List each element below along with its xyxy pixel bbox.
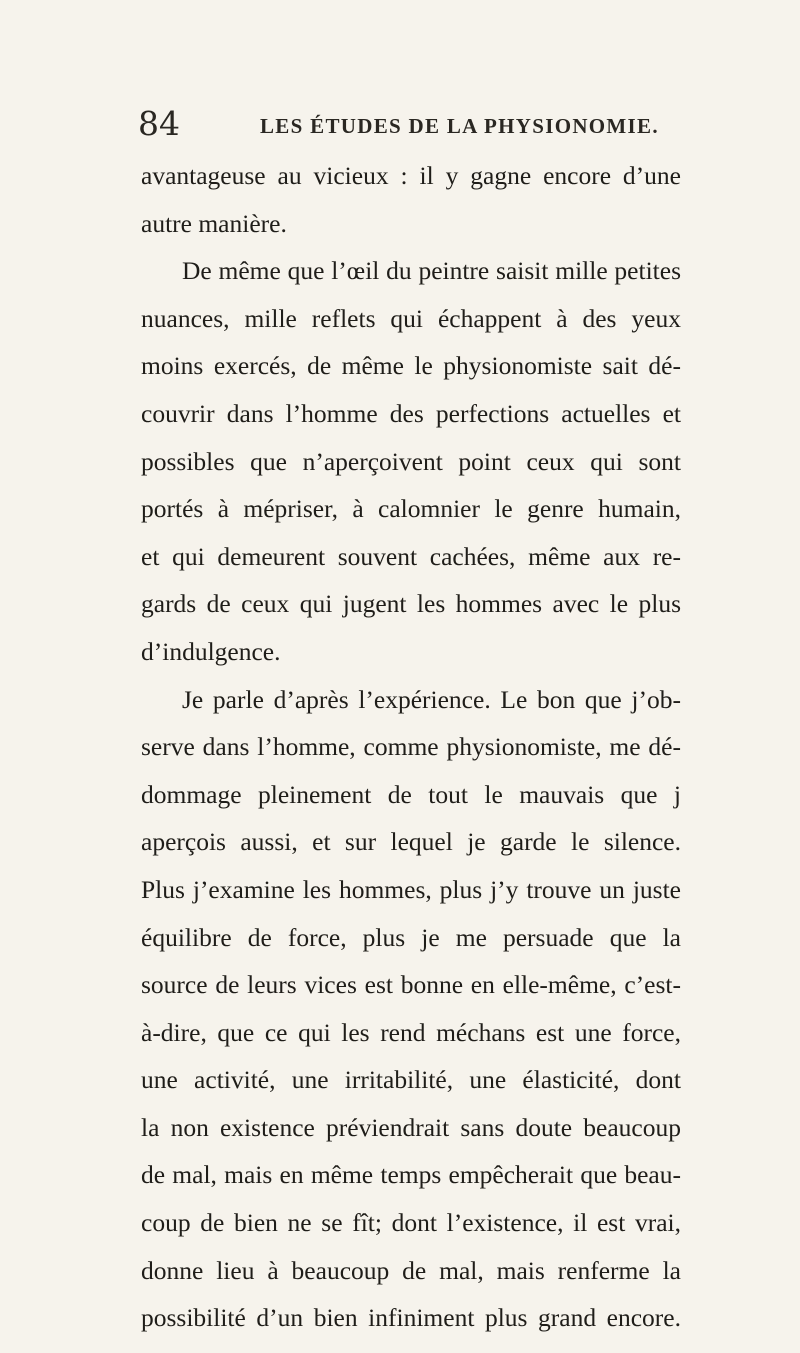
- text-line: d’indulgence.: [141, 636, 281, 666]
- text-line: nuances, mille reflets qui échappent à des yeux: [141, 303, 681, 333]
- text-line: source de leurs vices est bonne en elle-même, c’est-: [141, 970, 681, 1000]
- text-line: moins exercés, de même le physionomiste sait dé-: [141, 351, 681, 381]
- text-line: autre manière.: [141, 208, 287, 238]
- running-head: [128, 104, 688, 150]
- text-line: coup de bien ne se fît; dont l’existence, il est vrai,: [141, 1208, 681, 1238]
- body-text: [141, 152, 681, 1342]
- text-line: à-dire, que ce qui les rend méchans est une force,: [141, 1017, 681, 1047]
- text-line: de mal, mais en même temps empêcherait que beau-: [141, 1160, 681, 1190]
- text-line: couvrir dans l’homme des perfections actuelles et: [141, 398, 681, 428]
- text-line: dommage pleinement de tout le mauvais que j: [141, 779, 681, 809]
- text-line: Plus j’examine les hommes, plus j’y trouve un juste: [141, 874, 681, 904]
- text-line: avantageuse au vicieux : il y gagne encore d’une: [141, 161, 681, 190]
- text-line: équilibre de force, plus je me persuade que la: [141, 922, 681, 952]
- text-line: une activité, une irritabilité, une élasticité, dont: [141, 1065, 681, 1095]
- text-line: donne lieu à beaucoup de mal, mais renferme la: [141, 1255, 681, 1285]
- text-line: Je parle d’après l’expérience. Le bon que j’ob-: [182, 684, 681, 714]
- page-number: 84: [138, 104, 180, 143]
- text-line: possibilité d’un bien infiniment plus grand encore.: [141, 1303, 681, 1333]
- text-line: De même que l’œil du peintre saisit mille petites: [182, 256, 681, 286]
- text-line: aperçois aussi, et sur lequel je garde le silence.: [141, 827, 681, 857]
- text-line: serve dans l’homme, comme physionomiste, me dé-: [141, 732, 681, 762]
- text-line: possibles que n’aperçoivent point ceux qui sont: [141, 446, 681, 476]
- running-title: LES ÉTUDES DE LA PHYSIONOMIE.: [260, 114, 659, 138]
- text-line: gards de ceux qui jugent les hommes avec le plus: [141, 589, 681, 619]
- text-line: la non existence préviendrait sans doute beaucoup: [141, 1112, 681, 1142]
- text-line: et qui demeurent souvent cachées, même aux re-: [141, 541, 681, 571]
- text-line: portés à mépriser, à calomnier le genre humain,: [141, 494, 681, 524]
